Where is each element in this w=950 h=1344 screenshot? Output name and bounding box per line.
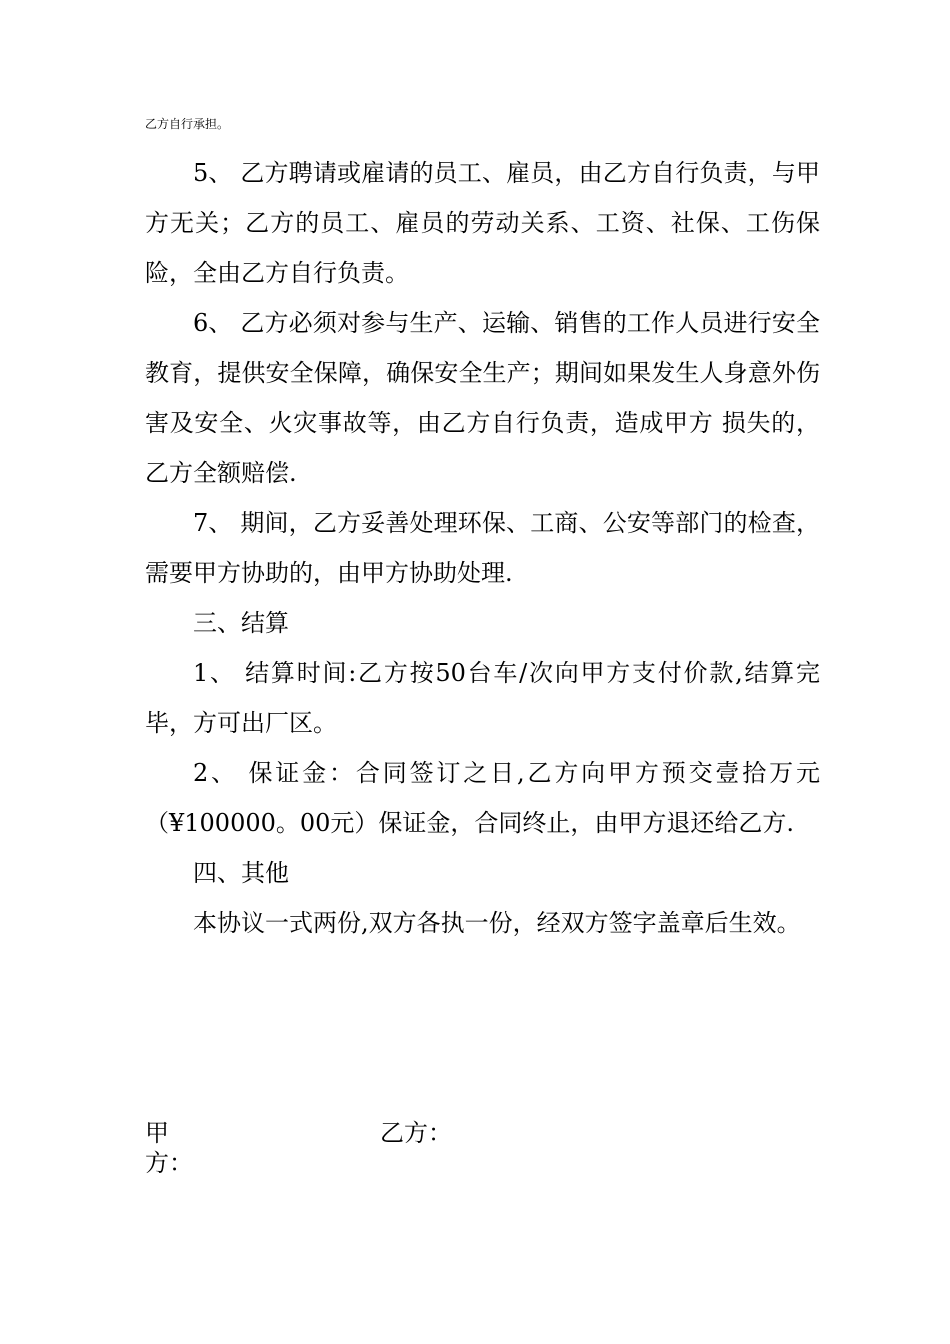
clause-5: 5、 乙方聘请或雇请的员工、雇员，由乙方自行负责，与甲方无关；乙方的员工、雇员的劳动关系、工资、社保、工伤保险，全由乙方自行负责。 (145, 159, 820, 287)
clause-copies: 本协议一式两份,双方各执一份，经双方签字盖章后生效。 (193, 909, 801, 937)
continuation-line: 乙方自行承担。 (145, 117, 230, 131)
party-b-signature-label: 乙方： (380, 1119, 452, 1147)
clause-6: 6、 乙方必须对参与生产、运输、销售的工作人员进行安全教育，提供安全保障，确保安全生产；期间如果发生人身意外伤害及安全、火灾事故等，由乙方自行负责，造成甲方 损失的，乙方全额赔偿. (145, 309, 820, 487)
section-heading-settlement: 三、结算 (193, 609, 289, 637)
document-body (145, 148, 820, 948)
section-heading-other: 四、其他 (193, 859, 289, 887)
clause-7: 7、 期间，乙方妥善处理环保、工商、公安等部门的检查，需要甲方协助的，由甲方协助处理. (145, 509, 820, 587)
clause-deposit: 2、 保证金：合同签订之日,乙方向甲方预交壹拾万元（¥100000。00元）保证金，合同终止，由甲方退还给乙方. (145, 759, 820, 837)
party-a-signature-label: 甲方： (145, 1119, 193, 1177)
clause-settlement-time: 1、 结算时间:乙方按50台车/次向甲方支付价款,结算完毕，方可出厂区。 (145, 659, 820, 737)
